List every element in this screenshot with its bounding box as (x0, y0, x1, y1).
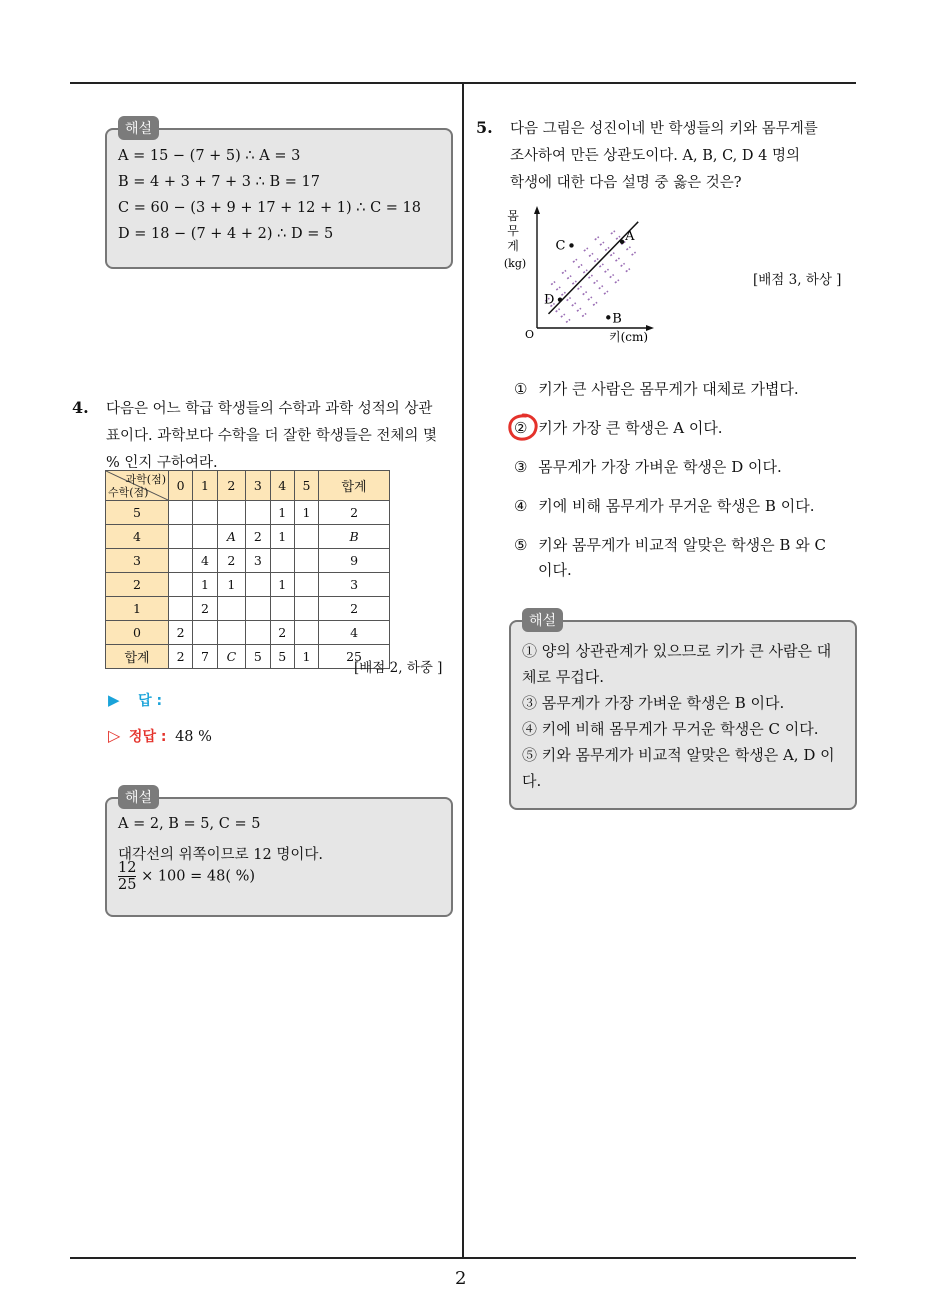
point-d (558, 297, 562, 301)
table-cell: 4 (319, 621, 390, 645)
table-cell: 5 (246, 645, 270, 669)
option-text: 키와 몸무게가 비교적 알맞은 학생은 B 와 C (538, 536, 826, 554)
table-cell (246, 597, 270, 621)
q4-solution-line-1: A = 2, B = 5, C = 5 (118, 816, 261, 832)
table-cell: 1 (193, 573, 217, 597)
table-cell (193, 501, 217, 525)
y-axis-label-unit: (kg) (503, 257, 527, 270)
q5-option-1[interactable] (514, 378, 799, 399)
table-row (106, 645, 390, 669)
table-cell: 2 (169, 645, 193, 669)
table-cell: 1 (270, 525, 294, 549)
y-axis-label-2: 무 (507, 224, 519, 238)
table-row (106, 525, 390, 549)
cloud-dot (584, 248, 588, 251)
cloud-dot (562, 270, 566, 273)
cloud-dot (600, 242, 604, 245)
q5-option-5-continued: 이다. (538, 561, 572, 579)
q5-solution-line-1: ① 양의 상관관계가 있으므로 키가 큰 사람은 대 (522, 642, 832, 660)
col-header: 합계 (319, 471, 390, 501)
cloud-dot (573, 259, 577, 262)
cloud-dot (611, 231, 615, 234)
q4-text-line-2: 표이다. 과학보다 수학을 더 잘한 학생들은 전체의 몇 (106, 428, 438, 444)
point-label-b: B (612, 311, 622, 327)
bottom-rule (70, 1257, 856, 1259)
cloud-dot (616, 236, 620, 239)
option-number: ③ (514, 458, 528, 476)
cloud-dot (572, 281, 576, 284)
q5-solution-line-3: ③ 몸무게가 가장 가벼운 학생은 B 이다. (522, 694, 785, 712)
table-row (106, 573, 390, 597)
cloud-dot (604, 291, 608, 294)
table-cell (294, 573, 318, 597)
q3-solution-line-2: B = 4 + 3 + 7 + 3 ∴ B = 17 (118, 174, 320, 190)
table-cell (169, 525, 193, 549)
row-header: 5 (106, 501, 169, 525)
cloud-dot (626, 247, 630, 250)
cloud-dot (626, 269, 630, 272)
q4-question-text (106, 396, 456, 477)
cloud-dot (566, 319, 570, 322)
y-axis-label-1: 몸 (507, 209, 519, 223)
cloud-dot (599, 264, 603, 267)
q5-option-5[interactable] (514, 534, 826, 555)
cloud-dot (561, 292, 565, 295)
q5-option-2[interactable] (514, 417, 723, 438)
row-header: 1 (106, 597, 169, 621)
option-number: ① (514, 380, 528, 398)
cloud-dot (621, 263, 625, 266)
cloud-dot (615, 280, 619, 283)
cloud-dot (567, 276, 571, 279)
q5-solution-line-2: 체로 무겁다. (522, 668, 604, 686)
table-cell (270, 549, 294, 573)
table-row (106, 549, 390, 573)
table-cell: C (217, 645, 246, 669)
cloud-dot (556, 309, 560, 312)
q4-solution-tag: 해설 (118, 785, 159, 809)
table-cell: 2 (319, 501, 390, 525)
fraction (118, 860, 136, 893)
row-header: 3 (106, 549, 169, 573)
q5-number: 5. (476, 118, 493, 137)
q5-text-line-1: 다음 그림은 성진이네 반 학생들의 키와 몸무게를 (510, 121, 818, 137)
table-cell (217, 501, 246, 525)
option-number: ④ (514, 497, 528, 515)
cloud-dot (599, 286, 603, 289)
origin-label: O (525, 328, 535, 341)
table-cell: 3 (319, 573, 390, 597)
corner-bottom-label: 수학(점) (108, 486, 149, 499)
table-cell: 2 (319, 597, 390, 621)
row-header: 합계 (106, 645, 169, 669)
table-cell: 1 (294, 645, 318, 669)
q5-scatter-chart (505, 206, 665, 346)
table-cell (294, 549, 318, 573)
q5-solution-line-4: ④ 키에 비해 몸무게가 무거운 학생은 C 이다. (522, 720, 819, 738)
q5-text-line-2: 조사하여 만든 상관도이다. A, B, C, D 4 명의 (510, 148, 800, 164)
option-text: 키가 가장 큰 학생은 A 이다. (538, 419, 723, 437)
q4-correlation-table (105, 470, 390, 669)
col-header: 4 (270, 471, 294, 501)
option-text: 몸무게가 가장 가벼운 학생은 D 이다. (538, 458, 782, 476)
point-b (606, 315, 610, 319)
table-row (106, 501, 390, 525)
cloud-dot (567, 298, 571, 301)
answer-mark-circle-icon (506, 412, 540, 442)
table-cell (246, 573, 270, 597)
column-divider (462, 83, 464, 1259)
row-header: 0 (106, 621, 169, 645)
table-cell (193, 621, 217, 645)
q5-solution-line-5: ⑤ 키와 몸무게가 비교적 알맞은 학생은 A, D 이 (522, 746, 835, 764)
q4-correct-value: 48 % (175, 729, 212, 745)
table-cell: 2 (169, 621, 193, 645)
point-c (569, 243, 573, 247)
table-cell: 3 (246, 549, 270, 573)
cloud-dot (605, 269, 609, 272)
q4-solution-line-2: 대각선의 위쪽이므로 12 명이다. (118, 847, 323, 863)
fraction-denominator: 25 (118, 877, 137, 893)
corner-top-label: 과학(점) (125, 473, 166, 486)
option-number: ⑤ (514, 536, 528, 554)
option-text: 키가 큰 사람은 몸무게가 대체로 가볍다. (538, 380, 799, 398)
table-row (106, 597, 390, 621)
table-cell: 1 (294, 501, 318, 525)
fraction-numerator: 12 (118, 860, 137, 876)
table-cell (270, 597, 294, 621)
point-a (620, 240, 624, 244)
table-cell: 9 (319, 549, 390, 573)
cloud-dot (632, 252, 636, 255)
q3-solution-line-1: A = 15 − (7 + 5) ∴ A = 3 (118, 148, 301, 164)
q4-answer-label: 답 : (138, 693, 163, 709)
cloud-dot (589, 253, 593, 256)
y-axis-label-3: 게 (507, 239, 519, 253)
table-cell: 2 (270, 621, 294, 645)
option-text: 키에 비해 몸무게가 무거운 학생은 B 이다. (538, 497, 815, 515)
table-cell (169, 597, 193, 621)
table-cell (294, 597, 318, 621)
cloud-dot (605, 247, 609, 250)
y-axis-label: 몸무게(kg) (505, 206, 510, 207)
table-cell: 2 (193, 597, 217, 621)
table-row (106, 621, 390, 645)
cloud-dot (577, 308, 581, 311)
table-cell: 1 (217, 573, 246, 597)
table-cell: B (319, 525, 390, 549)
cloud-dot (582, 314, 586, 317)
q5-score-note: [배점 3, 하상 ] (753, 272, 842, 288)
q4-number: 4. (72, 398, 89, 417)
x-axis-label: 키(cm) (609, 330, 649, 344)
q4-solution-line-3 (118, 860, 255, 893)
q3-solution-line-3: C = 60 − (3 + 9 + 17 + 12 + 1) ∴ C = 18 (118, 200, 421, 216)
table-cell (294, 525, 318, 549)
cloud-dot (616, 258, 620, 261)
table-corner-cell (106, 471, 169, 501)
option-number: ② (514, 419, 528, 437)
table-cell: 4 (193, 549, 217, 573)
cloud-dot (588, 297, 592, 300)
q3-solution-tag: 해설 (118, 116, 159, 140)
col-header: 5 (294, 471, 318, 501)
table-cell (294, 621, 318, 645)
table-cell (169, 549, 193, 573)
table-cell: 2 (246, 525, 270, 549)
q3-solution-line-4: D = 18 − (7 + 4 + 2) ∴ D = 5 (118, 226, 334, 242)
table-cell (169, 573, 193, 597)
table-cell (193, 525, 217, 549)
q5-option-4[interactable] (514, 495, 814, 516)
col-header: 1 (193, 471, 217, 501)
row-header: 4 (106, 525, 169, 549)
q4-answer-row (108, 690, 162, 710)
q4-text-line-3: % 인지 구하여라. (106, 455, 218, 471)
cloud-dot (594, 280, 598, 283)
y-axis-arrow (534, 206, 540, 214)
point-label-a: A (625, 228, 635, 244)
cloud-dot (588, 275, 592, 278)
cloud-dot (594, 259, 598, 262)
table-cell (217, 597, 246, 621)
table-cell (246, 621, 270, 645)
col-header: 3 (246, 471, 270, 501)
table-cell: 7 (193, 645, 217, 669)
cloud-dot (593, 302, 597, 305)
point-label-d: D (544, 292, 555, 308)
table-cell: A (217, 525, 246, 549)
cloud-dot (578, 286, 582, 289)
cloud-dot (583, 270, 587, 273)
table-cell: 1 (270, 501, 294, 525)
row-header: 2 (106, 573, 169, 597)
table-cell (169, 501, 193, 525)
q5-solution-tag: 해설 (522, 608, 563, 632)
cloud-dot (578, 265, 582, 268)
table-cell (217, 621, 246, 645)
q5-option-3[interactable] (514, 456, 782, 477)
q4-correct-row (108, 726, 212, 746)
point-label-c: C (555, 238, 566, 254)
table-cell: 2 (217, 549, 246, 573)
q4-solution-line-3-rest: × 100 = 48( %) (141, 868, 256, 885)
play-arrow-icon: ▶ (108, 691, 120, 709)
cloud-dot (572, 303, 576, 306)
q5-solution-line-6: 다. (522, 772, 542, 790)
cloud-dot (556, 287, 560, 290)
table-cell: 5 (270, 645, 294, 669)
page-number: 2 (455, 1268, 467, 1289)
q4-text-line-1: 다음은 어느 학급 학생들의 수학과 과학 성적의 상관 (106, 401, 433, 417)
table-cell: 25 (319, 645, 390, 669)
table-cell: 1 (270, 573, 294, 597)
cloud-dot (610, 253, 614, 256)
outline-arrow-icon: ▷ (108, 726, 121, 745)
table-cell (246, 501, 270, 525)
cloud-dot (583, 292, 587, 295)
q5-question-text (510, 116, 860, 197)
q4-correct-label: 정답 : (128, 729, 167, 745)
cloud-dot (610, 275, 614, 278)
cloud-dot (595, 237, 599, 240)
col-header: 2 (217, 471, 246, 501)
cloud-dot (561, 314, 565, 317)
cloud-dot (551, 282, 555, 285)
q5-text-line-3: 학생에 대한 다음 설명 중 옳은 것은? (510, 175, 742, 191)
q4-score-note: [배점 2, 하중 ] (354, 660, 443, 676)
col-header: 0 (169, 471, 193, 501)
